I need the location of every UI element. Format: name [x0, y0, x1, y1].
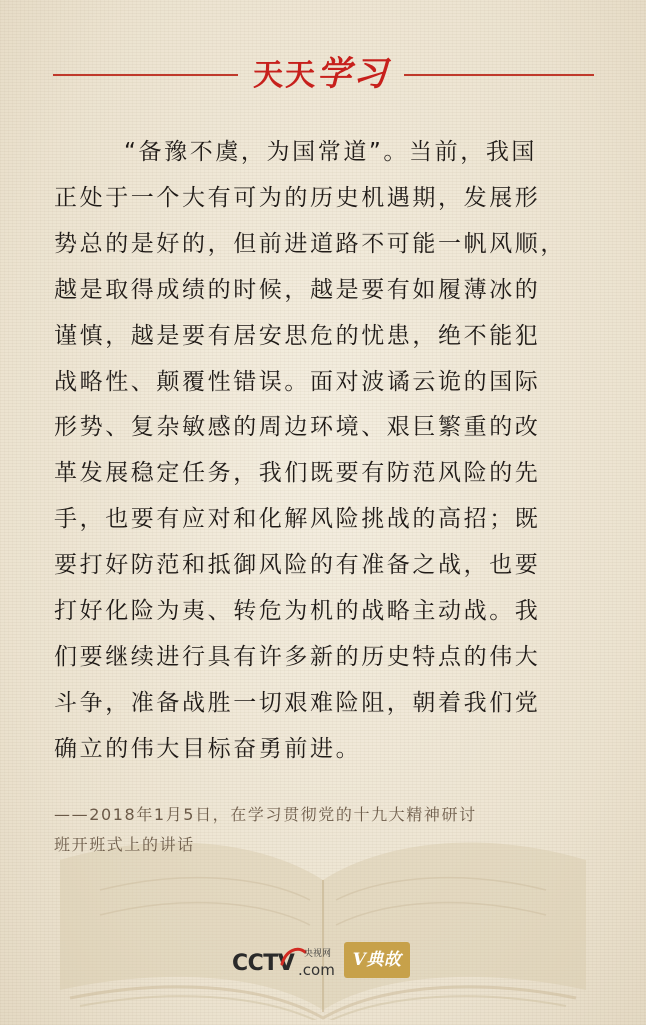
- passage-line: 谨慎，越是要有居安思危的忧患，绝不能犯: [54, 322, 541, 349]
- passage-line: 确立的伟大目标奋勇前进。: [54, 735, 362, 762]
- header-title: [238, 50, 404, 100]
- cctv-wordmark: CCTV: [232, 951, 295, 976]
- logo-bar: [230, 938, 420, 988]
- passage-line: 战略性、颠覆性错误。面对波谲云诡的国际: [54, 368, 541, 395]
- header: [0, 40, 646, 100]
- cctv-logo: [230, 948, 336, 982]
- passage-line: 势总的是好的，但前进道路不可能一帆风顺，: [54, 230, 566, 257]
- source-line: 班开班式上的讲话: [54, 835, 195, 854]
- cctv-dotcom: .com: [298, 961, 335, 979]
- passage-line: 越是取得成绩的时候，越是要有如履薄冰的: [54, 276, 541, 303]
- source-line: ——2018年1月5日，在学习贯彻党的十九大精神研讨: [54, 805, 477, 824]
- passage-line: 形势、复杂敏感的周边环境、艰巨繁重的改: [54, 414, 541, 441]
- header-title-part2: 学习: [317, 54, 389, 94]
- header-rule-left: [53, 74, 238, 76]
- vdiangu-label: V典故: [352, 950, 402, 970]
- header-title-part1: 天天: [253, 58, 317, 93]
- quote-source: [54, 800, 602, 860]
- cctv-cn-label: 央视网: [304, 949, 332, 959]
- passage-line: 手，也要有应对和化解风险挑战的高招；既: [54, 506, 541, 533]
- quote-passage: [54, 130, 602, 773]
- header-rule-right: [404, 74, 594, 76]
- passage-line: 革发展稳定任务，我们既要有防范风险的先: [54, 460, 541, 487]
- passage-line: “备豫不虞，为国常道”。当前，我国: [124, 139, 538, 165]
- passage-line: 要打好防范和抵御风险的有准备之战，也要: [54, 552, 541, 579]
- passage-line: 们要继续进行具有许多新的历史特点的伟大: [54, 643, 541, 670]
- passage-line: 正处于一个大有可为的历史机遇期，发展形: [54, 184, 541, 211]
- passage-line: 打好化险为夷、转危为机的战略主动战。我: [54, 598, 541, 625]
- vdiangu-logo: [344, 942, 410, 978]
- passage-line: 斗争，准备战胜一切艰难险阻，朝着我们党: [54, 689, 541, 716]
